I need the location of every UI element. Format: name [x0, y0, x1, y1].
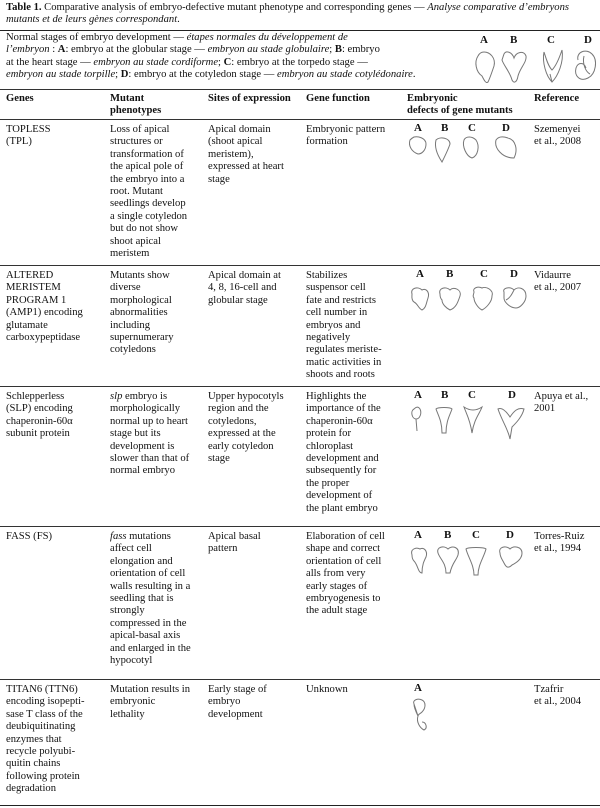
text-line: cotyledons, — [208, 415, 257, 427]
text-line: importance of the — [306, 403, 381, 415]
figure-label: B — [446, 268, 454, 280]
text-line: protein for — [306, 428, 352, 440]
figure-label: B — [441, 122, 449, 134]
text-line: early stages of — [306, 580, 368, 592]
header-line: defects of gene mutants — [407, 105, 513, 117]
text-line: normal up to heart — [110, 415, 188, 427]
text-line: structures or — [110, 136, 163, 148]
text-line: embryos and — [306, 319, 361, 331]
gene-cell — [6, 124, 106, 149]
text-line: deubiquitinating — [6, 721, 76, 733]
reference-cell — [534, 270, 598, 295]
text-line: seedling that is — [110, 593, 174, 605]
legend-text: embryon au stade cordiforme — [93, 56, 219, 68]
text-line: Apical domain — [208, 124, 271, 135]
gene-cell — [6, 684, 106, 796]
legend-text: : embryo — [341, 44, 380, 56]
text-line: enzymes that — [6, 733, 62, 745]
text-line: carboxypeptidase — [6, 332, 81, 344]
text-line: FASS (FS) — [6, 531, 53, 542]
text-line: alls from very — [306, 568, 366, 580]
text-line: Torres-Ruiz — [534, 531, 585, 542]
text-line: subsequently for — [306, 465, 377, 477]
text-line: 4, 8, 16-cell and — [208, 282, 277, 294]
text-line: Apuya et al., — [534, 391, 589, 402]
legend-text: embryon au stade globulaire — [207, 44, 330, 56]
text-line: apical-basal axis — [110, 630, 181, 642]
text-line: chaperonin-60α — [306, 415, 373, 427]
text-line: regulates meriste- — [306, 344, 382, 356]
sites-cell — [208, 124, 304, 186]
embryo-defect-figure — [406, 268, 532, 320]
text-line: negatively — [306, 332, 351, 344]
text-line: stage but its — [110, 428, 161, 440]
header-line: phenotypes — [110, 105, 162, 117]
legend-text: : — [49, 44, 58, 56]
text-line: Tzafrir — [534, 684, 564, 695]
text-line: formation — [306, 136, 348, 148]
stage-label-c: C — [547, 34, 555, 46]
function-cell — [306, 531, 404, 618]
legend-letter: B — [334, 44, 342, 56]
text-line: seedlings develop — [110, 198, 186, 210]
text-line: Mutants show — [110, 270, 170, 281]
legend-text: at the heart stage — — [6, 56, 94, 68]
text-line: globular stage — [208, 294, 268, 306]
text-line: (SLP) encoding — [6, 403, 73, 415]
figure-label: A — [414, 122, 422, 134]
text-line: cotyledons — [110, 344, 156, 356]
sites-cell — [208, 684, 304, 721]
text-line: glutamate — [6, 319, 48, 331]
text-line: the embryo into a — [110, 173, 185, 185]
embryo-defect-figure — [406, 122, 532, 172]
italic-term: fass — [110, 531, 127, 542]
embryo-defect-figure — [406, 529, 532, 585]
legend-text: : embryo at the torpedo stage — — [231, 56, 368, 68]
text-line: TITAN6 (TTN6) — [6, 684, 78, 695]
text-line: chloroplast — [306, 440, 354, 452]
figure-label: C — [480, 268, 488, 280]
gene-cell — [6, 270, 106, 344]
text-line: Schlepperless — [6, 391, 65, 402]
text-line: subunit protein — [6, 428, 70, 440]
legend-letter: C — [223, 56, 232, 68]
text-line: walls resulting in a — [110, 580, 191, 592]
text-line: following protein — [6, 770, 80, 782]
text-line: development and — [306, 453, 379, 465]
figure-label: B — [444, 529, 452, 541]
text-line: Mutation results in — [110, 684, 191, 695]
text-span: embryo is — [122, 391, 168, 402]
reference-cell — [534, 124, 598, 149]
text-line: stage — [208, 453, 230, 465]
row-divider — [0, 526, 600, 527]
text-line: Upper hypocotyls — [208, 391, 284, 402]
text-line: encoding isopepti- — [6, 696, 85, 708]
rule-bottom — [0, 805, 600, 806]
text-line: diverse — [110, 282, 141, 294]
text-line: fate and restricts — [306, 294, 377, 306]
text-line: Apical basal — [208, 531, 261, 542]
text-line: abnormalities — [110, 307, 168, 319]
text-line: expressed at the — [208, 428, 276, 440]
text-line: Szemenyei — [534, 124, 581, 135]
reference-cell — [534, 684, 598, 709]
header-line: Mutant — [110, 93, 145, 104]
text-line: root. Mutant — [110, 186, 163, 198]
figure-label: B — [441, 389, 449, 401]
text-line: development — [208, 708, 263, 720]
text-line: stage — [208, 173, 230, 185]
text-line: matic activities in — [306, 356, 382, 368]
embryo-torpedo-drawing — [543, 50, 562, 82]
sites-cell — [208, 270, 304, 307]
header-reference: Reference — [534, 93, 580, 104]
text-line: lethality — [110, 708, 145, 720]
text-line: (shoot apical — [208, 136, 263, 148]
rule-legend — [0, 89, 600, 90]
phenotype-cell — [110, 270, 206, 357]
legend-text: étapes normales du développement de — [186, 32, 348, 43]
text-line: suspensor cell — [306, 282, 366, 294]
embryo-cotyledon-drawing — [576, 51, 596, 79]
text-line: but do not show — [110, 223, 178, 235]
text-line: Vidaurre — [534, 270, 572, 281]
header-genes: Genes — [6, 93, 34, 104]
phenotype-cell — [110, 391, 206, 478]
phenotype-cell — [110, 684, 206, 721]
header-function: Gene function — [306, 93, 370, 104]
text-line: orientation of cell — [110, 568, 186, 580]
rule-top — [0, 30, 600, 31]
mutant-embryo-drawings — [406, 529, 532, 585]
figure-label: C — [468, 122, 476, 134]
header-line: Embryonic — [407, 93, 458, 104]
text-line: development of — [306, 490, 373, 502]
sites-cell — [208, 391, 304, 465]
figure-label: A — [414, 529, 422, 541]
caption-english: Comparative analysis of embryo-defective mutant phenotype and corresponding genes — — [41, 2, 428, 13]
caption-end: . — [177, 14, 180, 26]
text-line: development is — [110, 440, 175, 452]
text-line: recycle polyubi- — [6, 746, 76, 758]
caption-french: Analyse comparative d’embryons mutants et de leurs gènes correspondant — [6, 2, 570, 26]
legend-text: ; — [218, 56, 224, 68]
text-line: cell number in — [306, 307, 368, 319]
text-line: compressed in the — [110, 617, 187, 629]
normal-stage-figures — [472, 32, 600, 88]
text-line: et al., 1994 — [534, 543, 582, 555]
text-line: PROGRAM 1 — [6, 294, 67, 306]
legend-text: . — [412, 69, 416, 81]
text-line: early cotyledon — [208, 440, 274, 452]
text-line: including — [110, 319, 151, 331]
text-line: Stabilizes — [306, 270, 348, 281]
text-line: hypocotyl — [110, 655, 153, 667]
figure-label: D — [508, 389, 516, 401]
text-line: shoots and roots — [306, 369, 375, 381]
legend-text: embryon au stade cotylédonaire — [277, 69, 413, 81]
text-line: 2001 — [534, 403, 556, 415]
text-line: the proper — [306, 477, 350, 489]
text-line: shape and correct — [306, 543, 381, 555]
text-line: meristem), — [208, 148, 254, 160]
text-line: the apical pole of — [110, 161, 184, 173]
phenotype-cell — [110, 531, 206, 667]
legend-text: ; — [329, 44, 335, 56]
legend-text: embryon au stade torpille — [6, 69, 116, 81]
text-line: the plant embryo — [306, 502, 378, 514]
figure-label: D — [510, 268, 518, 280]
text-line: MERISTEM — [6, 282, 61, 294]
row-divider — [0, 386, 600, 387]
text-line: strongly — [110, 605, 145, 617]
text-line: ALTERED — [6, 270, 54, 281]
function-cell — [306, 124, 404, 149]
text-line: the adult stage — [306, 605, 368, 617]
figure-label: A — [416, 268, 424, 280]
mutant-embryo-drawings — [406, 268, 532, 320]
text-line: embryo — [208, 696, 241, 708]
legend-text: Normal stages of embryo development — — [6, 32, 187, 43]
text-line — [110, 531, 206, 543]
sites-cell — [208, 531, 304, 556]
figure-label: A — [414, 389, 422, 401]
reference-cell — [534, 391, 598, 416]
text-line: degradation — [6, 783, 57, 795]
text-line: Elaboration of cell — [306, 531, 385, 542]
text-line — [110, 391, 206, 403]
stage-label-b: B — [510, 34, 518, 46]
header-sites: Sites of expression — [208, 93, 291, 104]
text-line: elongation and — [110, 555, 173, 567]
text-line: et al., 2008 — [534, 136, 582, 148]
function-cell — [306, 684, 404, 696]
text-line: Apical domain at — [208, 270, 281, 281]
text-line: normal embryo — [110, 465, 176, 477]
figure-label: A — [414, 682, 422, 694]
italic-term: slp — [110, 391, 123, 402]
text-line: Early stage of — [208, 684, 267, 695]
rule-header — [0, 119, 600, 120]
text-line: embryogenesis to — [306, 593, 381, 605]
text-line: Highlights the — [306, 391, 367, 402]
reference-cell — [534, 531, 598, 556]
text-line: (AMP1) encoding — [6, 307, 83, 319]
normal-embryo-drawings — [472, 32, 600, 88]
text-line: pattern — [208, 543, 238, 555]
function-cell — [306, 270, 404, 382]
figure-label: C — [468, 389, 476, 401]
legend-text: ; — [115, 69, 121, 81]
text-line: transformation of — [110, 148, 184, 160]
caption-label: Table 1. — [6, 2, 42, 13]
legend-text: : embryo at the cotyledon stage — — [128, 69, 277, 81]
text-line: supernumerary — [110, 332, 174, 344]
table-caption — [6, 2, 596, 27]
legend-text: : embryo at the globular stage — — [65, 44, 208, 56]
text-line: and enlarged in the — [110, 642, 191, 654]
embryo-heart-drawing — [502, 52, 526, 82]
text-line: sase T class of the — [6, 708, 83, 720]
text-line: quitin chains — [6, 758, 61, 770]
legend-text: l’embryon — [6, 44, 50, 56]
text-line: morphologically — [110, 403, 181, 415]
row-divider — [0, 265, 600, 266]
text-span: mutations — [126, 531, 171, 542]
text-line: morphological — [110, 294, 172, 306]
text-line: a single cotyledon — [110, 210, 188, 222]
embryo-defect-figure — [406, 682, 466, 738]
text-line: et al., 2004 — [534, 696, 582, 708]
text-line: orientation of cell — [306, 555, 382, 567]
mutant-embryo-drawings — [406, 682, 466, 738]
text-line: chaperonin-60α — [6, 415, 73, 427]
text-line: expressed at heart — [208, 161, 284, 173]
text-line: embryonic — [110, 696, 156, 708]
legend-letter: A — [57, 44, 66, 56]
phenotype-cell — [110, 124, 206, 260]
row-divider — [0, 679, 600, 680]
text-line: region and the — [208, 403, 269, 415]
stage-label-d: D — [584, 34, 592, 46]
stage-label-a: A — [480, 34, 488, 46]
figure-label: D — [506, 529, 514, 541]
text-line: slower than that of — [110, 453, 190, 465]
figure-label: C — [472, 529, 480, 541]
gene-cell — [6, 531, 106, 543]
text-line: et al., 2007 — [534, 282, 582, 294]
text-line: (TPL) — [6, 136, 32, 148]
normal-stages-legend — [6, 32, 472, 82]
embryo-globular-drawing — [476, 52, 494, 83]
text-line: Embryonic pattern — [306, 124, 386, 135]
header-mutant-phenotypes — [110, 93, 161, 118]
gene-cell — [6, 391, 106, 441]
mutant-embryo-drawings — [406, 389, 532, 445]
text-line: Unknown — [306, 684, 348, 695]
legend-letter: D — [120, 69, 129, 81]
header-embryonic-defects — [407, 93, 513, 118]
text-line: meristem — [110, 248, 150, 260]
mutant-embryo-drawings — [406, 122, 532, 172]
text-line: affect cell — [110, 543, 152, 555]
text-line: Loss of apical — [110, 124, 170, 135]
figure-label: D — [502, 122, 510, 134]
text-line: shoot apical — [110, 235, 161, 247]
function-cell — [306, 391, 404, 515]
text-line: TOPLESS — [6, 124, 51, 135]
embryo-defect-figure — [406, 389, 532, 445]
